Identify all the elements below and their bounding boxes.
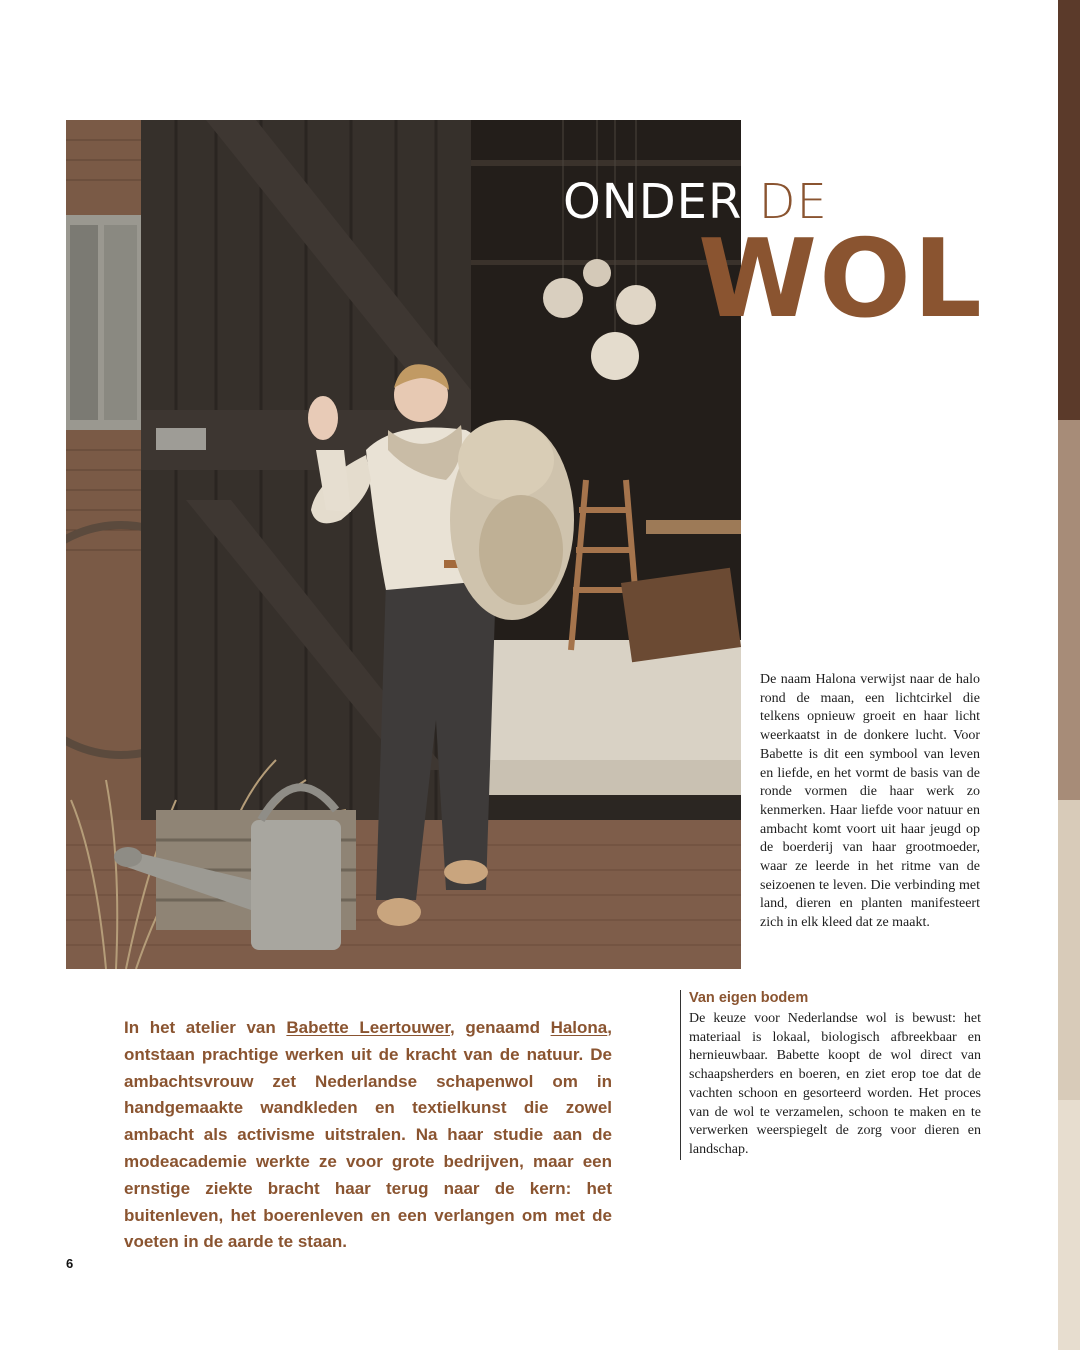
door-latch [156, 428, 206, 450]
intro-text-1: In het atelier van [124, 1018, 287, 1037]
body-text-right-column: De naam Halona verwijst naar de halo rond de maan, een lichtcirkel die telkens opnieuw groeit en haar licht weerkaatst in de donkere lucht. Voor Babette is dit een symbool van leven en liefde, en het vormt de basis van de ronde vormen die haar werk zo kenmerken. Haar liefde voor natuur en ambacht komt voort uit haar jeugd op de boerderij van haar grootmoeder, waar ze leerde in het ritme van de seizoenen te leven. Die verbinding met land, dieren en planten manifesteert zich in elk kleed dat ze maakt. [760, 672, 980, 931]
title-word-de: DE [758, 174, 828, 230]
title-word-onder: ONDER [563, 174, 743, 230]
article-title-wol: WOL [698, 217, 984, 342]
link-halona[interactable]: Halona [550, 1018, 608, 1037]
section-body: De keuze voor Nederlandse wol is bewust: het materiaal is lokaal, biologisch afbreekbaar en hernieuwbaar. Babette koopt de wol direct van schaapsherders en boeren, en ziet erop toe dat de vachten schoon en gesorteerd worden. Het proces van de wol te verzamelen, schoon te maken en te verwerken weerspiegelt de zorg voor dieren en landschap. [689, 1011, 981, 1157]
hero-photo [66, 120, 741, 969]
section-van-eigen-bodem [680, 990, 981, 1160]
next-page-edge-image [1058, 0, 1080, 1350]
page-number: 6 [66, 1256, 74, 1271]
link-babette-leertouwer[interactable]: Babette Leertouwer [286, 1018, 451, 1037]
intro-paragraph [124, 1015, 612, 1256]
intro-text-2: , genaamd [450, 1018, 551, 1037]
photo-illustration [66, 120, 741, 969]
section-heading: Van eigen bodem [689, 990, 809, 1006]
intro-text-3: , ontstaan prachtige werken uit de kracht van de natuur. De ambachtsvrouw zet Nederlandse schapenwol om in handgemaakte wandkleden en textielkunst die zowel ambacht als activisme uitstralen. Na haar studie aan de modeacademie werkte ze voor grote bedrijven, maar een ernstige ziekte bracht haar terug naar de kern: het buitenleven, het boerenleven en een verlangen om met de voeten in de aarde te staan. [124, 1018, 612, 1252]
